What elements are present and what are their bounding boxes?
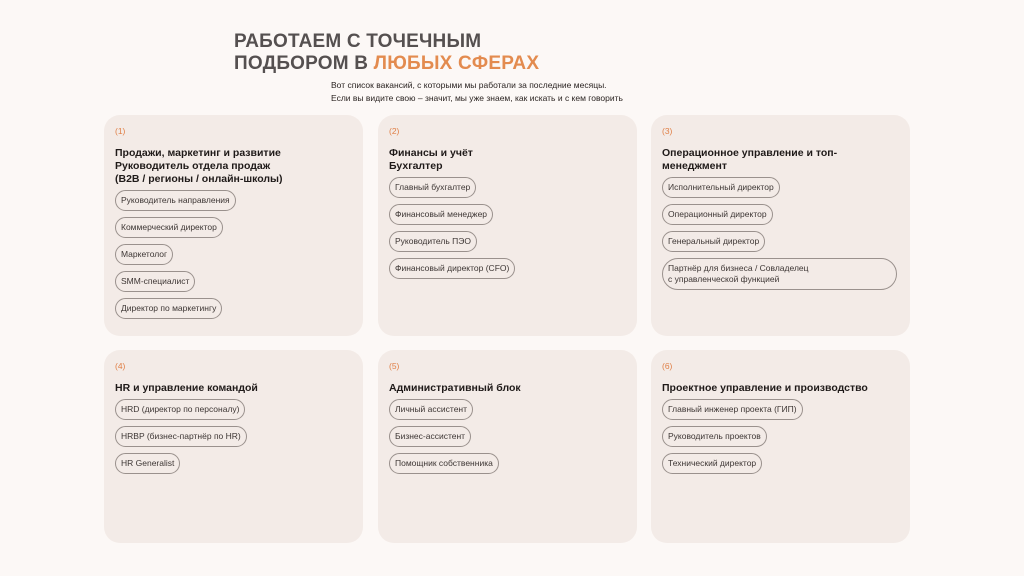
vacancy-tag: Директор по маркетингу (115, 298, 222, 319)
card-heading (115, 382, 353, 395)
vacancy-tag: Главный инженер проекта (ГИП) (662, 399, 803, 420)
card-heading (389, 382, 627, 395)
vacancy-tag: Руководитель ПЭО (389, 231, 477, 252)
card-heading-line: Финансы и учёт (389, 147, 473, 159)
vacancy-tag: Маркетолог (115, 244, 173, 265)
card-heading-line: Административный блок (389, 382, 521, 394)
card-heading-line: (B2B / регионы / онлайн-школы) (115, 173, 283, 185)
card-heading-line: Руководитель отдела продаж (115, 160, 271, 172)
vacancy-tag: Технический директор (662, 453, 762, 474)
card-number: (3) (662, 126, 673, 136)
vacancy-tag: Операционный директор (662, 204, 773, 225)
vacancy-tag: SMM-специалист (115, 271, 195, 292)
title-accent: ЛЮБЫХ СФЕРАХ (373, 53, 540, 74)
card-finance (378, 115, 637, 336)
vacancy-tag: HRBP (бизнес-партнёр по HR) (115, 426, 247, 447)
card-number: (4) (115, 361, 126, 371)
vacancy-tag: Помощник собственника (389, 453, 499, 474)
card-sales-marketing (104, 115, 363, 336)
vacancy-tag: Коммерческий директор (115, 217, 223, 238)
vacancy-tag-list (389, 177, 627, 279)
card-number: (6) (662, 361, 673, 371)
vacancy-tag: Генеральный директор (662, 231, 765, 252)
vacancy-tag: Руководитель проектов (662, 426, 767, 447)
vacancy-tag-list (662, 399, 900, 474)
card-heading (662, 147, 900, 173)
vacancy-tag: Исполнительный директор (662, 177, 780, 198)
vacancy-tag-list (115, 399, 353, 474)
card-number: (2) (389, 126, 400, 136)
card-heading-line: Проектное управление и производство (662, 382, 868, 394)
card-heading-line: HR и управление командой (115, 382, 258, 394)
vacancy-tag-list (115, 190, 353, 319)
card-hr (104, 350, 363, 543)
vacancy-tag: Партнёр для бизнеса / Совладелец с управленческой функцией (662, 258, 897, 290)
vacancy-tag: HR Generalist (115, 453, 180, 474)
card-number: (5) (389, 361, 400, 371)
subtitle-line-2: Если вы видите свою – значит, мы уже знаем, как искать и с кем говорить (331, 92, 623, 103)
card-projects (651, 350, 910, 543)
vacancy-tag: Бизнес-ассистент (389, 426, 471, 447)
card-heading-line: Продажи, маркетинг и развитие (115, 147, 281, 159)
vacancy-tag: Финансовый директор (CFO) (389, 258, 515, 279)
page-title (234, 31, 539, 75)
vacancy-tag: Личный ассистент (389, 399, 473, 420)
title-line-1: РАБОТАЕМ С ТОЧЕЧНЫМ (234, 31, 482, 52)
card-heading (662, 382, 900, 395)
vacancy-tag: Руководитель направления (115, 190, 236, 211)
card-heading-line: менеджмент (662, 160, 727, 172)
vacancy-tag-list (389, 399, 627, 474)
vacancy-tag: Финансовый менеджер (389, 204, 493, 225)
vacancy-tag: Главный бухгалтер (389, 177, 476, 198)
card-number: (1) (115, 126, 126, 136)
vacancy-tag: HRD (директор по персоналу) (115, 399, 245, 420)
vacancy-tag-list (662, 177, 900, 290)
title-prefix: ПОДБОРОМ В (234, 53, 374, 74)
card-heading (389, 147, 627, 173)
card-operations (651, 115, 910, 336)
subtitle-line-1: Вот список вакансий, с которыми мы работали за последние месяцы. (331, 80, 607, 90)
page-subtitle (331, 79, 623, 104)
card-heading-line: Операционное управление и топ- (662, 147, 838, 159)
card-heading-line: Бухгалтер (389, 160, 443, 172)
card-admin (378, 350, 637, 543)
title-line-2 (234, 53, 539, 75)
card-heading (115, 147, 353, 186)
